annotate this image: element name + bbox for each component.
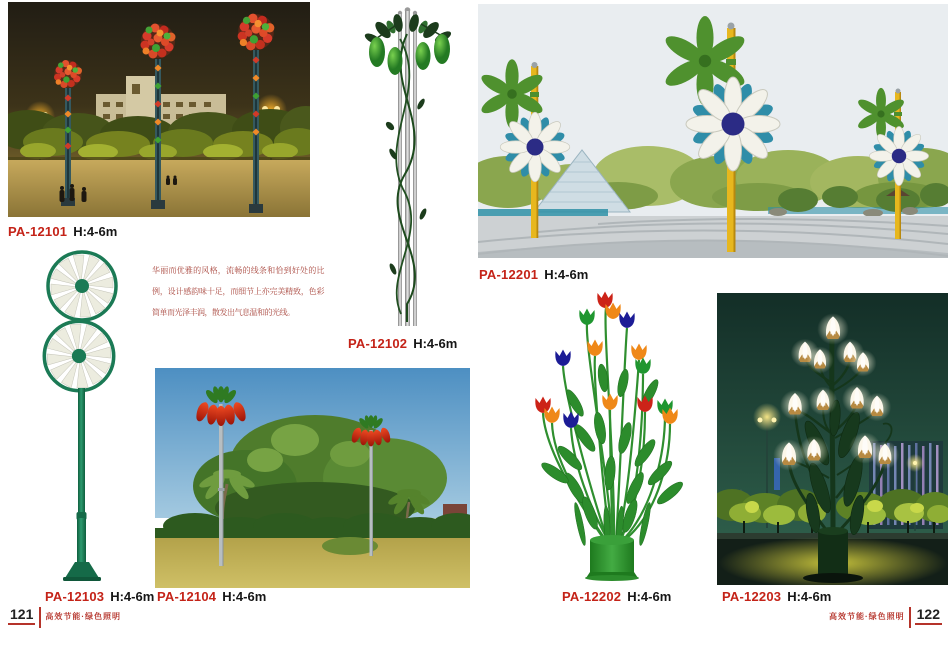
product-code: PA-12104 — [157, 589, 217, 604]
footer-left — [8, 607, 121, 629]
product-height: H:4-6m — [787, 589, 832, 604]
product-code: PA-12203 — [722, 589, 782, 604]
product-label-pa-12102 — [348, 336, 457, 351]
page-number-left: 121 — [8, 607, 35, 625]
intro-paragraph: 华丽而优雅的风格，流畅的线条和恰到好处的比例，设计感韵味十足，而细节上亦完美精致，色彩简单而光泽丰润，散发出气息温和的光线。 — [152, 266, 324, 317]
footer-divider — [39, 607, 41, 628]
product-code: PA-12102 — [348, 336, 408, 351]
footer-slogan-left: 高效节能·绿色照明 — [45, 612, 122, 621]
product-height: H:4-6m — [627, 589, 672, 604]
park-pinwheel-lamps-image — [478, 4, 948, 258]
product-height: H:4-6m — [544, 267, 589, 282]
footer-divider — [909, 607, 911, 628]
product-height: H:4-6m — [413, 336, 458, 351]
product-label-pa-12104 — [157, 589, 266, 604]
product-label-pa-12101 — [8, 224, 117, 239]
footer-slogan-right: 高效节能·绿色照明 — [828, 612, 905, 621]
product-label-pa-12103 — [45, 589, 154, 604]
product-code: PA-12201 — [479, 267, 539, 282]
render-pa-12202 — [515, 288, 711, 585]
product-code: PA-12101 — [8, 224, 68, 239]
product-code: PA-12103 — [45, 589, 105, 604]
render-pa-12102 — [343, 4, 471, 330]
product-code: PA-12202 — [562, 589, 622, 604]
render-pa-12103 — [25, 250, 140, 584]
product-height: H:4-6m — [110, 589, 155, 604]
product-height: H:4-6m — [73, 224, 118, 239]
product-height: H:4-6m — [222, 589, 267, 604]
photo-pa-12201 — [478, 4, 948, 258]
photo-pa-12104 — [155, 368, 470, 588]
night-lotus-lamp-image — [717, 293, 948, 585]
photo-pa-12101 — [8, 2, 310, 217]
vine-pole-render-image — [343, 4, 471, 330]
photo-pa-12203 — [717, 293, 948, 585]
double-windmill-pole-image — [25, 250, 140, 584]
page-number-right: 122 — [915, 607, 942, 625]
night-plaza-flower-ball-image — [8, 2, 310, 217]
product-label-pa-12202 — [562, 589, 671, 604]
garden-chili-lamps-image — [155, 368, 470, 588]
tulip-bouquet-image — [515, 288, 711, 585]
product-label-pa-12203 — [722, 589, 831, 604]
footer-right — [829, 607, 942, 629]
product-label-pa-12201 — [479, 267, 588, 282]
